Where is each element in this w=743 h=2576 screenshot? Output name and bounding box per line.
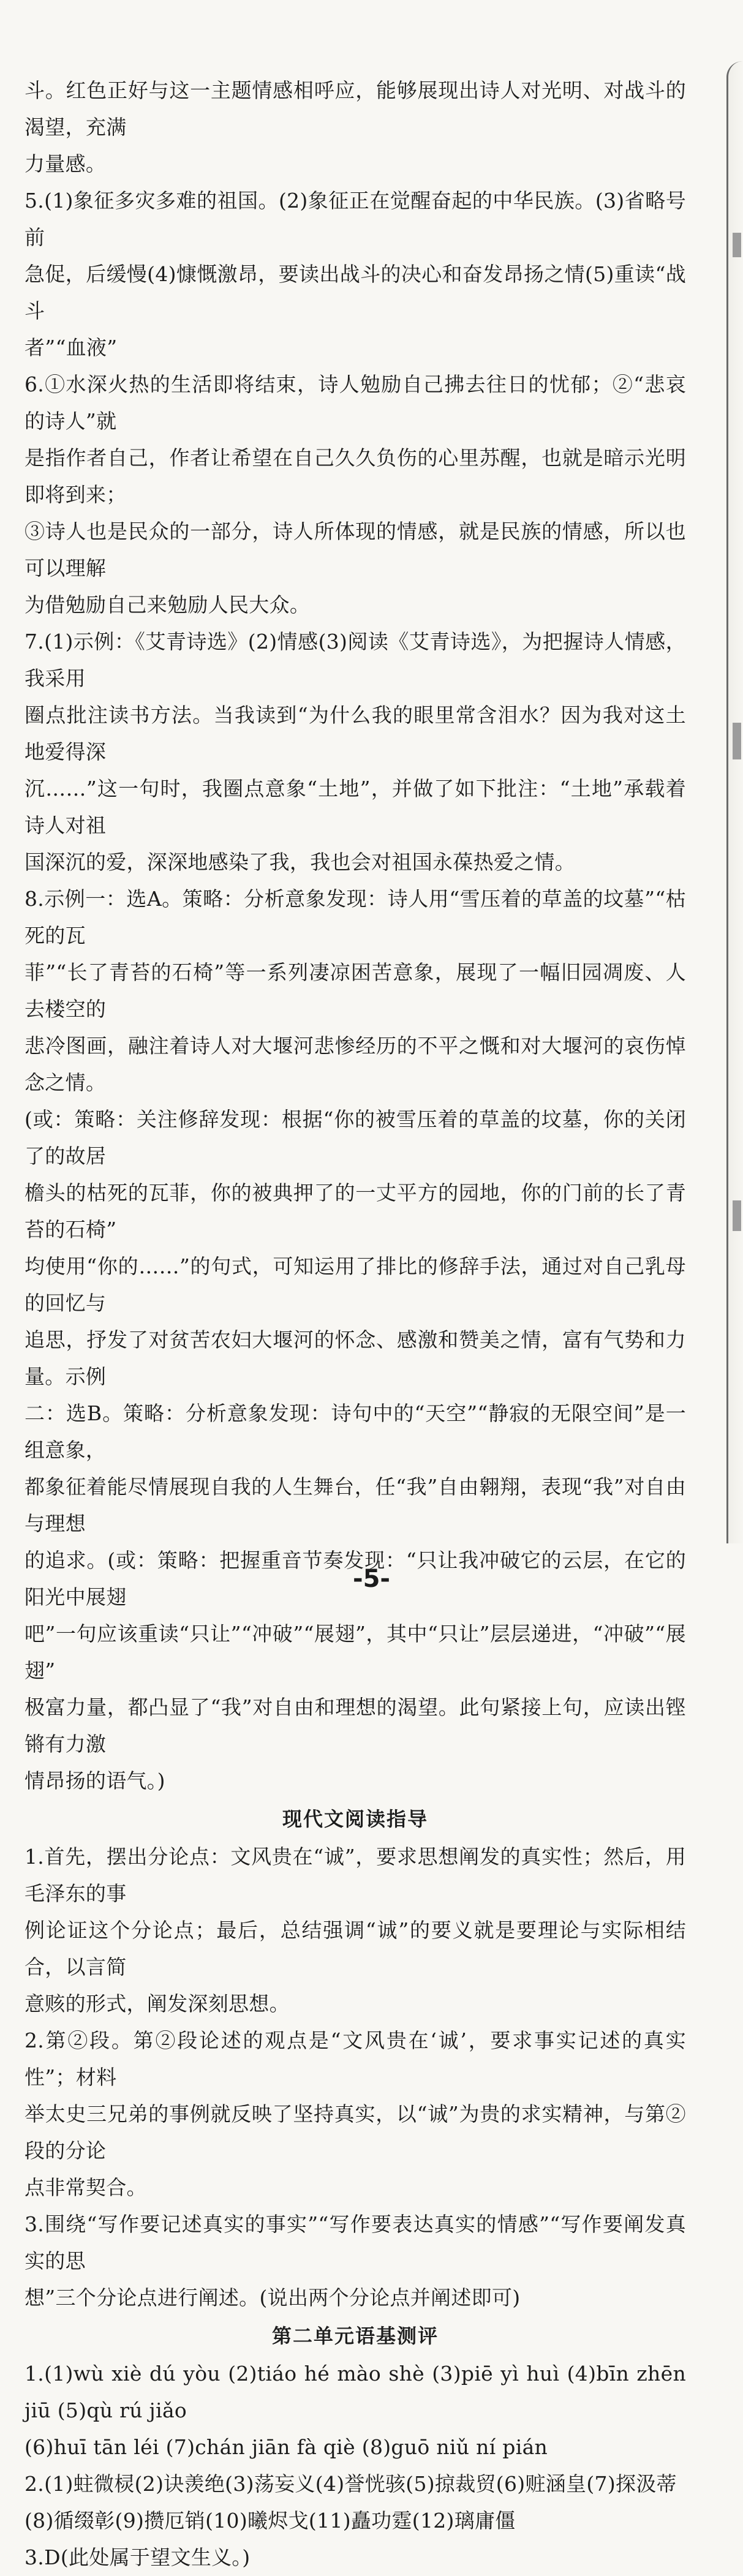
text-line: 国深沉的爱，深深地感染了我，我也会对祖国永葆热爱之情。 <box>25 850 576 874</box>
text-line: 2.第②段。第②段论述的观点是“文风贵在‘诚’，要求事实记述的真实性”；材料 <box>25 2028 686 2089</box>
text-line: (8)循缀彰(9)攒厄销(10)曦烬戈(11)矗功霆(12)璃庸僵 <box>25 2509 516 2533</box>
text-line: 者”“血液” <box>25 336 118 360</box>
answer-text-block <box>25 72 686 2576</box>
book-spine-edge <box>726 61 743 1543</box>
text-line: 檐头的枯死的瓦菲，你的被典押了的一丈平方的园地，你的门前的长了青苔的石椅” <box>25 1181 686 1241</box>
text-line: 沉……”这一句时，我圈点意象“土地”，并做了如下批注：“土地”承载着诗人对祖 <box>25 777 686 837</box>
text-line: 斗。红色正好与这一主题情感相呼应，能够展现出诗人对光明、对战斗的渴望，充满 <box>25 78 686 139</box>
section-heading-unit-two-test: 第二单元语基测评 <box>271 2324 439 2348</box>
text-line: 急促，后缓慢(4)慷慨激昂，要读出战斗的决心和奋发昂扬之情(5)重读“战斗 <box>25 262 686 323</box>
section-heading-modern-reading: 现代文阅读指导 <box>282 1807 428 1831</box>
poetry-answers <box>25 72 686 1799</box>
text-line: 3.围绕“写作要记述真实的事实”“写作要表达真实的情感”“写作要阐发真实的思 <box>25 2212 686 2273</box>
text-line: 意赅的形式，阐发深刻思想。 <box>25 1992 290 2016</box>
text-line: 极富力量，都凸显了“我”对自由和理想的渴望。此句紧接上句，应读出铿锵有力激 <box>25 1695 686 1756</box>
page-number: -5- <box>352 1565 391 1593</box>
text-line: 追思，抒发了对贫苦农妇大堰河的怀念、感激和赞美之情，富有气势和力量。示例 <box>25 1328 686 1388</box>
text-line: 想”三个分论点进行阐述。(说出两个分论点并阐述即可) <box>25 2286 521 2310</box>
spine-mark <box>733 1200 741 1231</box>
text-line: 圈点批注读书方法。当我读到“为什么我的眼里常含泪水？因为我对这土地爱得深 <box>25 703 686 764</box>
text-line: 3.D(此处属于望文生义。) <box>25 2545 251 2569</box>
text-line: 举太史三兄弟的事例就反映了坚持真实，以“诚”为贵的求实精神，与第②段的分论 <box>25 2102 686 2163</box>
text-line: 力量感。 <box>25 152 107 176</box>
text-line: 菲”“长了青苔的石椅”等一系列凄凉困苦意象，展现了一幅旧园凋废、人去楼空的 <box>25 960 686 1021</box>
text-line: 二：选B。策略：分析意象发现：诗句中的“天空”“静寂的无限空间”是一组意象， <box>25 1401 686 1462</box>
spine-mark <box>733 723 741 759</box>
unit-two-answers <box>25 2356 686 2576</box>
text-line: 7.(1)示例：《艾青诗选》(2)情感(3)阅读《艾青诗选》，为把握诗人情感，我采用 <box>25 630 686 690</box>
text-line: (或：策略：关注修辞发现：根据“你的被雪压着的草盖的坟墓，你的关闭了的故居 <box>25 1107 686 1168</box>
text-line: 2.(1)蛀微棂(2)诀羡绝(3)荡妄义(4)誉恍骇(5)掠裁贸(6)赃涵皇(7)探汲蒂 <box>25 2472 677 2496</box>
text-line: 情昂扬的语气。) <box>25 1769 165 1793</box>
text-line: 的追求。(或：策略：把握重音节奏发现：“只让我冲破它的云层，在它的阳光中展翅 <box>25 1548 686 1609</box>
text-line: 6.①水深火热的生活即将结束，诗人勉励自己拂去往日的忧郁；②“悲哀的诗人”就 <box>25 372 686 433</box>
text-line: ③诗人也是民众的一部分，诗人所体现的情感，就是民族的情感，所以也可以理解 <box>25 519 686 580</box>
text-line: 例论证这个分论点；最后，总结强调“诚”的要义就是要理论与实际相结合，以言简 <box>25 1918 686 1979</box>
text-line: 悲冷图画，融注着诗人对大堰河悲惨经历的不平之慨和对大堰河的哀伤悼念之情。 <box>25 1034 686 1094</box>
text-line: (6)huī tān léi (7)chán jiān fà qiè (8)guō niǔ ní pián <box>25 2435 548 2459</box>
text-line: 点非常契合。 <box>25 2175 147 2199</box>
text-line: 吧”一句应该重读“只让”“冲破”“展翅”，其中“只让”层层递进，“冲破”“展翅” <box>25 1622 686 1682</box>
text-line: 为借勉励自己来勉励人民大众。 <box>25 593 311 617</box>
modern-reading-answers <box>25 1839 686 2316</box>
text-line: 5.(1)象征多灾多难的祖国。(2)象征正在觉醒奋起的中华民族。(3)省略号前 <box>25 189 686 249</box>
text-line: 均使用“你的……”的句式，可知运用了排比的修辞手法，通过对自己乳母的回忆与 <box>25 1254 686 1315</box>
spine-mark <box>733 233 741 257</box>
text-line: 是指作者自己，作者让希望在自己久久负伤的心里苏醒，也就是暗示光明即将到来； <box>25 446 686 507</box>
text-line: 1.首先，摆出分论点：文风贵在“诚”，要求思想阐发的真实性；然后，用毛泽东的事 <box>25 1845 686 1905</box>
text-line: 1.(1)wù xiè dú yòu (2)tiáo hé mào shè (3)piē yì huì (4)bīn zhēn jiū (5)qù rú jiǎo <box>25 2362 686 2422</box>
text-line: 8.示例一：选A。策略：分析意象发现：诗人用“雪压着的草盖的坟墓”“枯死的瓦 <box>25 887 686 947</box>
text-line: 都象征着能尽情展现自我的人生舞台，任“我”自由翱翔，表现“我”对自由与理想 <box>25 1475 686 1535</box>
